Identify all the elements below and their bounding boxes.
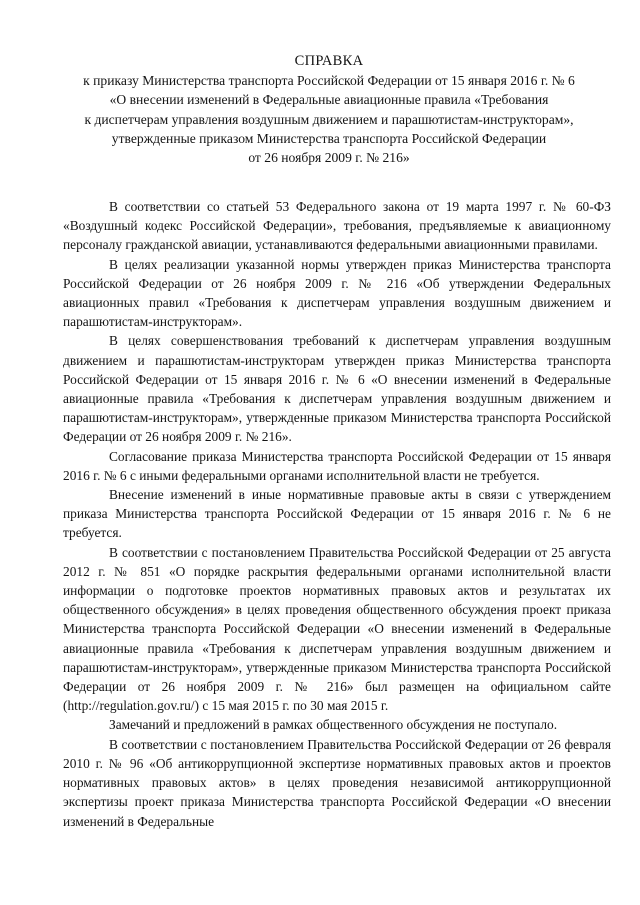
paragraph-no-comments: Замечаний и предложений в рамках общественного обсуждения не поступало.	[109, 717, 558, 733]
paragraph-other-acts: Внесение изменений в иные нормативные правовые акты в связи с утверждением приказа Министерства транспорта Российской Федерации от 15 января 2016 г. № 6 не требуется.	[63, 487, 611, 541]
header-line-3: к диспетчерам управления воздушным движением и парашютистам-инструкторам»,	[84, 111, 574, 127]
paragraph-approval: Согласование приказа Министерства транспорта Российской Федерации от 15 января 2016 г. № 6 с иными федеральными органами исполнительной власти не требуется.	[63, 448, 611, 483]
header-line-1: к приказу Министерства транспорта Российской Федерации от 15 января 2016 г. № 6	[83, 73, 575, 89]
document-body	[63, 197, 611, 831]
header-line-5: от 26 ноября 2009 г. № 216»	[248, 150, 410, 166]
document-title: СПРАВКА	[294, 53, 364, 69]
header-line-4: утвержденные приказом Министерства транспорта Российской Федерации	[111, 130, 547, 146]
paragraph-anticorruption: В соответствии с постановлением Правительства Российской Федерации от 26 февраля 2010 г. № 96 «Об антикоррупционной экспертизе нормативных правовых актов и проектов нормативных правовых актов» в целях проведения независимой антикоррупционной экспертизы проект приказа Министерства транспорта Российской Федерации «О внесении изменений в Федеральные	[63, 736, 611, 829]
document-header	[40, 52, 618, 167]
paragraph-public-discussion: В соответствии с постановлением Правительства Российской Федерации от 25 августа 2012 г. № 851 «О порядке раскрытия федеральными органами исполнительной власти информации о подготовке проектов нормативных правовых актов и результатах их общественного обсуждения» в целях проведения общественного обсуждения проект приказа Министерства транспорта Российской Федерации «О внесении изменений в Федеральные авиационные правила «Требования к диспетчерам управления воздушным движением и парашютистам-инструкторам», утвержденные приказом Министерства транспорта Российской Федерации от 26 ноября 2009 г. № 216» был размещен на официальном сайте (http://regulation.gov.ru/) с 15 мая 2015 г. по 30 мая 2015 г.	[63, 544, 611, 714]
paragraph-order-216: В целях реализации указанной нормы утвержден приказ Министерства транспорта Российской Федерации от 26 ноября 2009 г. № 216 «Об утверждении Федеральных авиационных правил «Требования к диспетчерам управления воздушным движением и парашютистам-инструкторам».	[63, 256, 611, 330]
paragraph-air-code: В соответствии со статьей 53 Федерального закона от 19 марта 1997 г. № 60-ФЗ «Воздушный кодекс Российской Федерации», требования, предъявляемые к авиационному персоналу гражданской авиации, устанавливаются федеральными авиационными правилами.	[63, 199, 611, 253]
header-line-2: «О внесении изменений в Федеральные авиационные правила «Требования	[109, 92, 549, 108]
paragraph-order-6: В целях совершенствования требований к диспетчерам управления воздушным движением и парашютистам-инструкторам утвержден приказ Министерства транспорта Российской Федерации от 15 января 2016 г. № 6 «О внесении изменений в Федеральные авиационные правила «Требования к диспетчерам управления воздушным движением и парашютистам-инструкторам», утвержденные приказом Министерства транспорта Российской Федерации от 26 ноября 2009 г. № 216».	[63, 333, 611, 445]
